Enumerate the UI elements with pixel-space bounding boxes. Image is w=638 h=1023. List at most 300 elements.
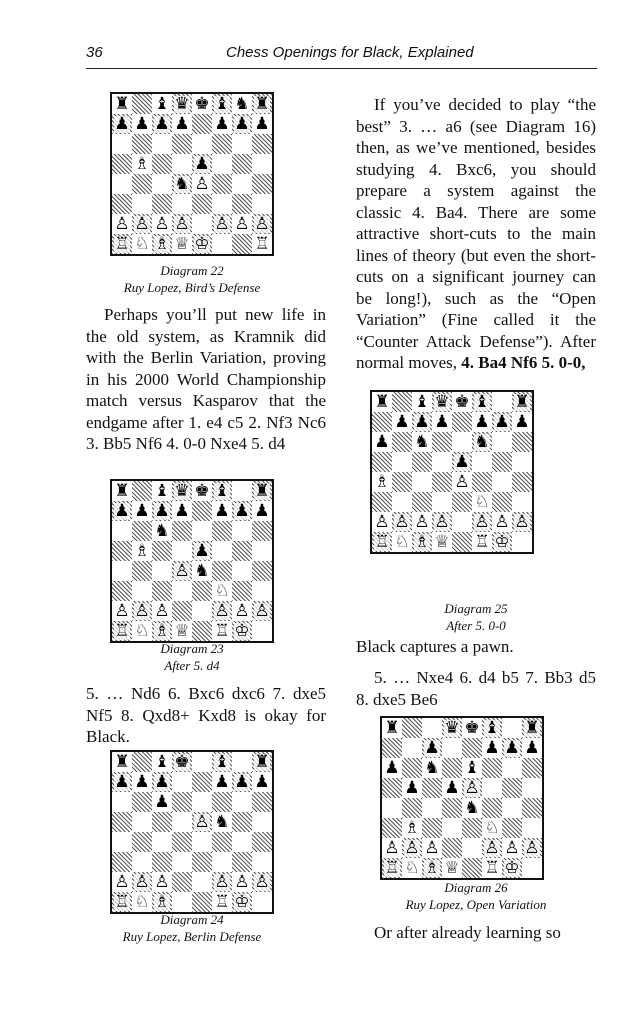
board-square <box>232 154 252 174</box>
board-square <box>252 114 272 134</box>
black-rook-icon: ♜ <box>114 752 130 772</box>
white-knight-icon: ♘ <box>474 492 490 512</box>
black-pawn-icon: ♟ <box>384 758 400 778</box>
board-square <box>252 621 272 641</box>
board-square <box>382 838 402 858</box>
board-square <box>522 758 542 778</box>
board-square <box>212 134 232 154</box>
board-square <box>512 412 532 432</box>
board-square <box>252 832 272 852</box>
board-square <box>372 532 392 552</box>
board-square <box>172 812 192 832</box>
white-pawn-icon: ♙ <box>214 214 230 234</box>
black-bishop-icon: ♝ <box>214 752 230 772</box>
board-square <box>152 154 172 174</box>
board-square <box>172 872 192 892</box>
board-square <box>492 392 512 412</box>
diagram-24-caption <box>92 911 292 945</box>
white-pawn-icon: ♙ <box>154 872 170 892</box>
board-square <box>462 778 482 798</box>
board-square <box>132 772 152 792</box>
white-king-icon: ♔ <box>494 532 510 552</box>
diagram-22-caption <box>92 262 292 296</box>
white-pawn-icon: ♙ <box>134 601 150 621</box>
board-square <box>382 798 402 818</box>
black-pawn-icon: ♟ <box>134 501 150 521</box>
board-square <box>252 852 272 872</box>
board-square <box>212 234 232 254</box>
black-pawn-icon: ♟ <box>494 412 510 432</box>
board-square <box>172 792 192 812</box>
white-rook-icon: ♖ <box>114 892 130 912</box>
board-square <box>492 412 512 432</box>
board-square <box>482 798 502 818</box>
black-pawn-icon: ♟ <box>454 452 470 472</box>
black-rook-icon: ♜ <box>254 94 270 114</box>
white-pawn-icon: ♙ <box>174 214 190 234</box>
white-queen-icon: ♕ <box>174 234 190 254</box>
board-square <box>172 832 192 852</box>
black-pawn-icon: ♟ <box>174 501 190 521</box>
black-knight-icon: ♞ <box>474 432 490 452</box>
board-square <box>502 738 522 758</box>
board-square <box>502 818 522 838</box>
white-pawn-icon: ♙ <box>114 601 130 621</box>
board-square <box>232 541 252 561</box>
board-square <box>412 412 432 432</box>
board-square <box>112 114 132 134</box>
board-square <box>152 872 172 892</box>
board-square <box>462 858 482 878</box>
black-bishop-icon: ♝ <box>474 392 490 412</box>
board-square <box>472 432 492 452</box>
board-square <box>192 154 212 174</box>
board-square <box>252 481 272 501</box>
white-pawn-icon: ♙ <box>504 838 520 858</box>
white-pawn-icon: ♙ <box>434 512 450 532</box>
board-square <box>462 758 482 778</box>
board-square <box>192 752 212 772</box>
board-square <box>112 541 132 561</box>
board-square <box>392 512 412 532</box>
board-square <box>132 601 152 621</box>
board-square <box>512 392 532 412</box>
board-square <box>132 174 152 194</box>
black-pawn-icon: ♟ <box>154 772 170 792</box>
board-square <box>372 512 392 532</box>
board-square <box>472 472 492 492</box>
black-rook-icon: ♜ <box>384 718 400 738</box>
board-square <box>172 114 192 134</box>
board-square <box>382 738 402 758</box>
black-pawn-icon: ♟ <box>424 738 440 758</box>
board-square <box>152 581 172 601</box>
white-queen-icon: ♕ <box>434 532 450 552</box>
board-square <box>112 812 132 832</box>
caption-subtitle: Ruy Lopez, Open Variation <box>405 897 547 912</box>
board-square <box>232 832 252 852</box>
board-square <box>112 892 132 912</box>
chess-diagram-22 <box>110 92 274 256</box>
board-square <box>172 772 192 792</box>
board-square <box>112 752 132 772</box>
black-king-icon: ♚ <box>194 481 210 501</box>
black-queen-icon: ♛ <box>174 94 190 114</box>
board-square <box>482 818 502 838</box>
board-square <box>472 492 492 512</box>
board-square <box>132 872 152 892</box>
board-square <box>192 214 212 234</box>
board-square <box>402 718 422 738</box>
board-square <box>132 114 152 134</box>
white-pawn-icon: ♙ <box>414 512 430 532</box>
board-square <box>212 114 232 134</box>
board-square <box>112 154 132 174</box>
caption-subtitle: Ruy Lopez, Berlin Defense <box>122 929 262 944</box>
board-square <box>112 832 132 852</box>
white-knight-icon: ♘ <box>134 234 150 254</box>
board-square <box>232 481 252 501</box>
board-square <box>412 472 432 492</box>
board-square <box>132 752 152 772</box>
board-square <box>192 892 212 912</box>
board-square <box>192 812 212 832</box>
text-run: If you’ve decided to play “the best” 3. … a6 (see Diagram 16) then, as we’ve mentioned, besides studying 4. Bxc6, you should prepare a system against the classic 4. Ba4. There are some attractive short-cuts to the main lines of theory (but even the short-cuts on a significant journey can be long!), such as the “Open Variation” (Fine called it the “Counter Attack Defense”). After normal moves, <box>356 95 596 372</box>
board-square <box>112 601 132 621</box>
black-knight-icon: ♞ <box>234 94 250 114</box>
board-square <box>192 174 212 194</box>
board-square <box>252 501 272 521</box>
board-square <box>252 234 272 254</box>
board-square <box>482 758 502 778</box>
board-square <box>132 134 152 154</box>
board-square <box>152 521 172 541</box>
board-square <box>212 154 232 174</box>
white-pawn-icon: ♙ <box>384 838 400 858</box>
white-bishop-icon: ♗ <box>424 858 440 878</box>
board-square <box>172 601 192 621</box>
board-square <box>152 792 172 812</box>
board-square <box>472 392 492 412</box>
board-square <box>152 214 172 234</box>
board-square <box>152 772 172 792</box>
white-pawn-icon: ♙ <box>524 838 540 858</box>
board-square <box>152 752 172 772</box>
board-square <box>232 752 252 772</box>
board-square <box>252 561 272 581</box>
board-square <box>442 798 462 818</box>
board-square <box>192 234 212 254</box>
white-pawn-icon: ♙ <box>374 512 390 532</box>
board-square <box>422 818 442 838</box>
board-square <box>192 792 212 812</box>
board-square <box>192 114 212 134</box>
diagram-23-caption <box>92 640 292 674</box>
board-square <box>132 581 152 601</box>
black-pawn-icon: ♟ <box>484 738 500 758</box>
board-square <box>442 718 462 738</box>
caption-subtitle: After 5. 0-0 <box>446 618 506 633</box>
right-paragraph-2 <box>356 636 596 658</box>
black-pawn-icon: ♟ <box>154 501 170 521</box>
board-square <box>522 718 542 738</box>
board-square <box>482 718 502 738</box>
board-square <box>152 194 172 214</box>
black-queen-icon: ♛ <box>434 392 450 412</box>
board-square <box>212 872 232 892</box>
black-queen-icon: ♛ <box>444 718 460 738</box>
white-rook-icon: ♖ <box>114 621 130 641</box>
white-pawn-icon: ♙ <box>154 214 170 234</box>
board-square <box>432 432 452 452</box>
board-square <box>392 412 412 432</box>
white-king-icon: ♔ <box>194 234 210 254</box>
board-square <box>392 452 412 472</box>
board-square <box>232 521 252 541</box>
board-square <box>412 532 432 552</box>
board-square <box>522 838 542 858</box>
board-square <box>512 492 532 512</box>
board-square <box>132 541 152 561</box>
board-square <box>132 94 152 114</box>
black-rook-icon: ♜ <box>524 718 540 738</box>
board-square <box>252 812 272 832</box>
right-paragraph-3 <box>356 667 596 710</box>
white-bishop-icon: ♗ <box>134 154 150 174</box>
white-pawn-icon: ♙ <box>134 214 150 234</box>
board-square <box>112 872 132 892</box>
caption-subtitle: After 5. d4 <box>164 658 220 673</box>
board-square <box>372 412 392 432</box>
board-square <box>152 812 172 832</box>
board-square <box>372 472 392 492</box>
board-square <box>412 392 432 412</box>
white-pawn-icon: ♙ <box>474 512 490 532</box>
black-pawn-icon: ♟ <box>474 412 490 432</box>
board-square <box>422 838 442 858</box>
board-square <box>132 852 152 872</box>
board-square <box>382 778 402 798</box>
black-knight-icon: ♞ <box>414 432 430 452</box>
board-square <box>192 561 212 581</box>
board-square <box>462 818 482 838</box>
board-square <box>372 452 392 472</box>
black-king-icon: ♚ <box>464 718 480 738</box>
white-pawn-icon: ♙ <box>234 872 250 892</box>
board-square <box>232 501 252 521</box>
board-square <box>252 94 272 114</box>
board-square <box>252 752 272 772</box>
board-square <box>232 581 252 601</box>
board-square <box>152 621 172 641</box>
board-square <box>112 234 132 254</box>
black-pawn-icon: ♟ <box>374 432 390 452</box>
black-rook-icon: ♜ <box>114 94 130 114</box>
white-knight-icon: ♘ <box>394 532 410 552</box>
board-square <box>132 892 152 912</box>
black-bishop-icon: ♝ <box>414 392 430 412</box>
board-square <box>392 532 412 552</box>
board-square <box>212 752 232 772</box>
board-square <box>402 858 422 878</box>
board-square <box>422 858 442 878</box>
board-square <box>172 214 192 234</box>
board-square <box>152 114 172 134</box>
board-square <box>192 852 212 872</box>
board-square <box>212 601 232 621</box>
board-square <box>232 812 252 832</box>
black-knight-icon: ♞ <box>194 561 210 581</box>
board-square <box>172 94 192 114</box>
board-square <box>502 778 522 798</box>
board-square <box>232 872 252 892</box>
white-pawn-icon: ♙ <box>194 812 210 832</box>
board-square <box>192 541 212 561</box>
black-king-icon: ♚ <box>194 94 210 114</box>
white-rook-icon: ♖ <box>114 234 130 254</box>
board-square <box>432 392 452 412</box>
board-square <box>132 234 152 254</box>
board-square <box>462 838 482 858</box>
caption-title: Diagram 22 <box>160 263 224 278</box>
board-square <box>252 214 272 234</box>
board-square <box>422 718 442 738</box>
board-square <box>492 492 512 512</box>
board-square <box>472 512 492 532</box>
board-square <box>132 792 152 812</box>
board-square <box>432 412 452 432</box>
white-pawn-icon: ♙ <box>424 838 440 858</box>
white-knight-icon: ♘ <box>134 621 150 641</box>
board-square <box>392 432 412 452</box>
board-square <box>402 758 422 778</box>
white-bishop-icon: ♗ <box>154 892 170 912</box>
black-pawn-icon: ♟ <box>254 501 270 521</box>
black-pawn-icon: ♟ <box>134 114 150 134</box>
white-pawn-icon: ♙ <box>254 214 270 234</box>
black-queen-icon: ♛ <box>174 481 190 501</box>
running-header <box>86 44 597 69</box>
black-pawn-icon: ♟ <box>174 114 190 134</box>
white-rook-icon: ♖ <box>214 621 230 641</box>
board-square <box>412 512 432 532</box>
board-square <box>402 818 422 838</box>
black-bishop-icon: ♝ <box>484 718 500 738</box>
board-square <box>442 818 462 838</box>
white-knight-icon: ♘ <box>404 858 420 878</box>
board-square <box>232 601 252 621</box>
board-square <box>112 772 132 792</box>
caption-title: Diagram 23 <box>160 641 224 656</box>
board-square <box>382 718 402 738</box>
board-square <box>212 194 232 214</box>
black-pawn-icon: ♟ <box>524 738 540 758</box>
board-square <box>392 492 412 512</box>
black-rook-icon: ♜ <box>514 392 530 412</box>
board-square <box>482 858 502 878</box>
board-square <box>252 601 272 621</box>
black-knight-icon: ♞ <box>424 758 440 778</box>
board-square <box>212 94 232 114</box>
black-rook-icon: ♜ <box>374 392 390 412</box>
board-square <box>112 581 132 601</box>
black-pawn-icon: ♟ <box>394 412 410 432</box>
board-square <box>132 154 152 174</box>
board-square <box>252 772 272 792</box>
board-square <box>192 521 212 541</box>
board-square <box>152 501 172 521</box>
chess-diagram-25 <box>370 390 534 554</box>
white-pawn-icon: ♙ <box>494 512 510 532</box>
board-square <box>522 818 542 838</box>
board-square <box>382 758 402 778</box>
board-square <box>172 892 192 912</box>
board-square <box>152 852 172 872</box>
black-pawn-icon: ♟ <box>234 114 250 134</box>
white-bishop-icon: ♗ <box>404 818 420 838</box>
board-square <box>112 94 132 114</box>
board-square <box>442 738 462 758</box>
white-king-icon: ♔ <box>234 892 250 912</box>
board-square <box>422 798 442 818</box>
board-square <box>232 892 252 912</box>
board-square <box>252 581 272 601</box>
board-square <box>402 798 422 818</box>
board-square <box>212 174 232 194</box>
caption-title: Diagram 24 <box>160 912 224 927</box>
board-square <box>152 892 172 912</box>
board-square <box>492 532 512 552</box>
board-square <box>172 174 192 194</box>
board-square <box>232 852 252 872</box>
board-square <box>492 512 512 532</box>
board-square <box>192 194 212 214</box>
white-pawn-icon: ♙ <box>114 214 130 234</box>
board-square <box>192 772 212 792</box>
board-square <box>432 452 452 472</box>
diagram-25-caption <box>376 600 576 634</box>
board-square <box>462 798 482 818</box>
black-pawn-icon: ♟ <box>234 501 250 521</box>
board-square <box>112 521 132 541</box>
white-rook-icon: ♖ <box>374 532 390 552</box>
board-square <box>232 621 252 641</box>
board-square <box>232 94 252 114</box>
text-block: Or after already learning so <box>374 923 561 942</box>
black-pawn-icon: ♟ <box>434 412 450 432</box>
black-pawn-icon: ♟ <box>214 501 230 521</box>
board-square <box>422 778 442 798</box>
board-square <box>232 134 252 154</box>
board-square <box>112 134 132 154</box>
running-title: Chess Openings for Black, Explained <box>226 44 474 61</box>
board-square <box>372 392 392 412</box>
board-square <box>172 752 192 772</box>
white-pawn-icon: ♙ <box>214 601 230 621</box>
white-rook-icon: ♖ <box>484 858 500 878</box>
board-square <box>212 812 232 832</box>
board-square <box>382 818 402 838</box>
black-pawn-icon: ♟ <box>114 114 130 134</box>
black-rook-icon: ♜ <box>254 481 270 501</box>
board-square <box>152 134 172 154</box>
board-square <box>462 718 482 738</box>
black-pawn-icon: ♟ <box>154 114 170 134</box>
board-square <box>372 492 392 512</box>
black-knight-icon: ♞ <box>464 798 480 818</box>
board-square <box>212 892 232 912</box>
board-square <box>492 432 512 452</box>
